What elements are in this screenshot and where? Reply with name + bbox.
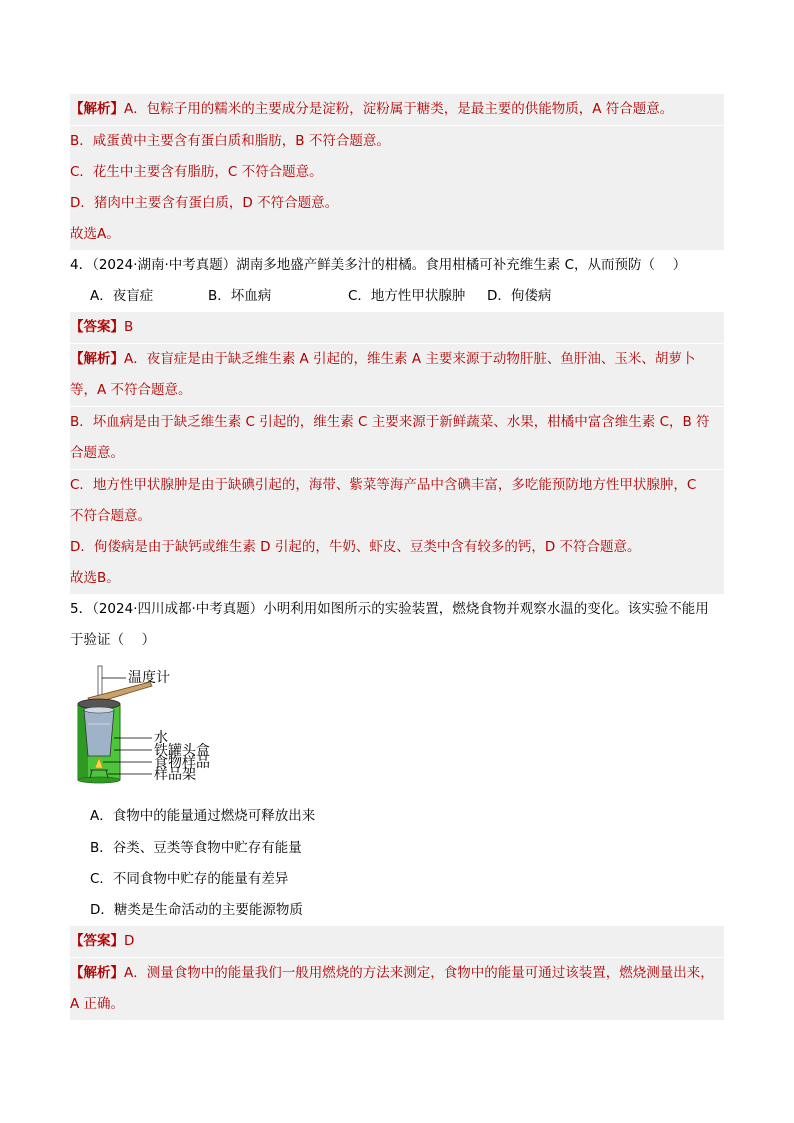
q4-option-a: A．夜盲症	[90, 288, 154, 304]
analysis-tag: 【解析】	[70, 101, 124, 117]
q4-answer	[70, 312, 724, 343]
q4-conclusion: 故选B。	[70, 563, 724, 594]
label-sample-holder: 样品架	[154, 767, 196, 783]
q5-option-c: C．不同食物中贮存的能量有差异	[90, 871, 289, 887]
q4-option-c: C．地方性甲状腺肿	[348, 288, 466, 304]
q5-option-a: A．食物中的能量通过燃烧可释放出来	[90, 808, 316, 824]
analysis-tag: 【解析】	[70, 965, 124, 981]
analysis-tag: 【解析】	[70, 351, 124, 367]
q3-conclusion: 故选A。	[70, 219, 724, 250]
q5-option-d: D．糖类是生命活动的主要能源物质	[90, 902, 303, 918]
answer-tag: 【答案】	[70, 933, 124, 949]
answer-value: D	[124, 933, 135, 949]
q5-stem-line-2: 于验证（ ）	[70, 632, 156, 648]
analysis-text: A．测量食物中的能量我们一般用燃烧的方法来测定，食物中的能量可通过该装置，燃烧测量出来，	[124, 965, 714, 981]
analysis-text: A．包粽子用的糯米的主要成分是淀粉，淀粉属于糖类，是最主要的供能物质，A 符合题意。	[124, 101, 674, 117]
q5-analysis-line-2: A 正确。	[70, 989, 724, 1020]
q3-analysis-line-2: B．咸蛋黄中主要含有蛋白质和脂肪，B 不符合题意。	[70, 126, 724, 157]
q4-analysis-line-1	[70, 344, 724, 375]
q5-analysis-line-1	[70, 958, 724, 989]
q5-stem-line-1: 5．（2024·四川成都·中考真题）小明利用如图所示的实验装置，燃烧食物并观察水温的变化。该实验不能用	[70, 601, 709, 617]
experiment-apparatus-figure	[70, 664, 230, 784]
q3-analysis-line-4: D．猪肉中主要含有蛋白质，D 不符合题意。	[70, 188, 724, 219]
label-water: 水	[154, 730, 168, 746]
q4-stem: 4．（2024·湖南·中考真题）湖南多地盛产鲜美多汁的柑橘。食用柑橘可补充维生素 C，从而预防（ ）	[70, 257, 687, 273]
analysis-text: A．夜盲症是由于缺乏维生素 A 引起的，维生素 A 主要来源于动物肝脏、鱼肝油、玉米、胡萝卜	[124, 351, 696, 367]
q4-analysis-line-3: B．坏血病是由于缺乏维生素 C 引起的，维生素 C 主要来源于新鲜蔬菜、水果，柑橘中富含维生素 C，B 符	[70, 407, 724, 438]
q4-analysis-line-7: D．佝偻病是由于缺钙或维生素 D 引起的，牛奶、虾皮、豆类中含有较多的钙，D 不符合题意。	[70, 532, 724, 563]
label-thermometer: 温度计	[128, 670, 170, 686]
answer-tag: 【答案】	[70, 319, 124, 335]
q4-analysis-line-5: C．地方性甲状腺肿是由于缺碘引起的，海带、紫菜等海产品中含碘丰富，多吃能预防地方性甲状腺肿，C	[70, 470, 724, 501]
q4-analysis-line-2: 等，A 不符合题意。	[70, 375, 724, 406]
q3-analysis-line-1	[70, 94, 724, 125]
q4-option-b: B．坏血病	[208, 288, 272, 304]
answer-value: B	[124, 319, 134, 335]
q5-option-b: B．谷类、豆类等食物中贮存有能量	[90, 840, 302, 856]
q4-option-d: D．佝偻病	[487, 288, 552, 304]
q4-analysis-line-4: 合题意。	[70, 438, 724, 469]
q5-answer	[70, 926, 724, 957]
label-iron-can: 铁罐头盒	[154, 743, 210, 759]
q4-analysis-line-6: 不符合题意。	[70, 501, 724, 532]
q3-analysis-line-3: C．花生中主要含有脂肪，C 不符合题意。	[70, 157, 724, 188]
label-food-sample: 食物样品	[154, 755, 210, 771]
